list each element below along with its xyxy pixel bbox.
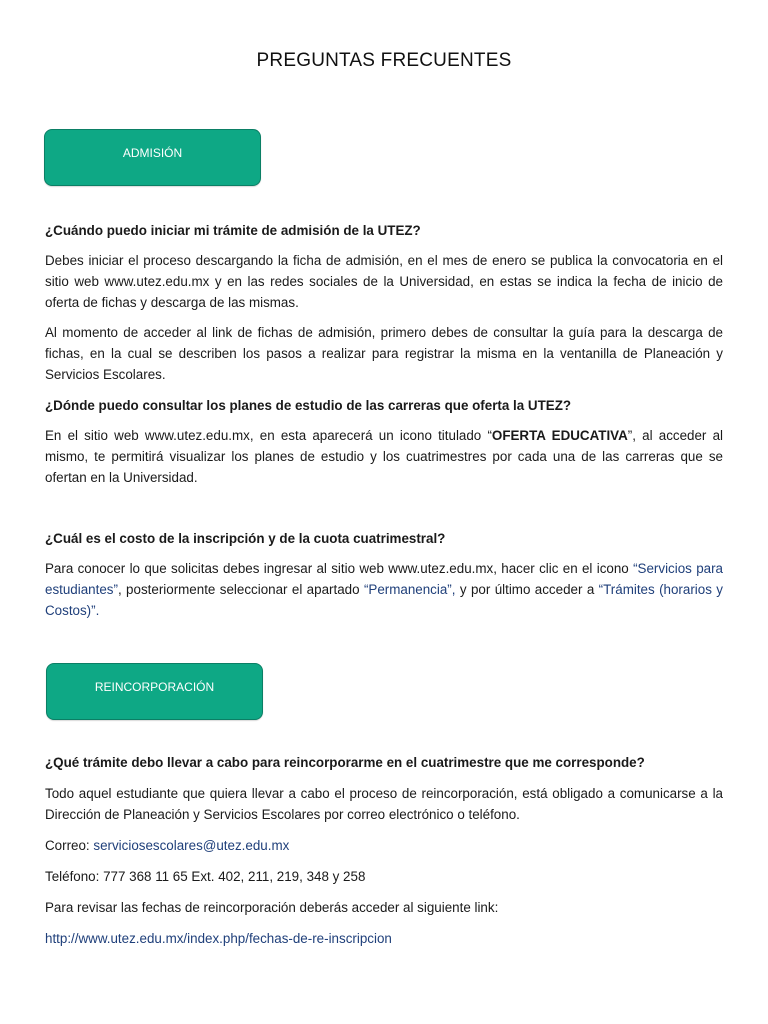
answer-1-paragraph-2: Al momento de acceder al link de fichas de admisión, primero debes de consultar la guía para la descarga de fichas, en la cual se describen los pasos a realizar para registrar la misma en la ventanilla de Planeación y Servicios Escolares. bbox=[45, 325, 723, 382]
oferta-educativa-label: OFERTA EDUCATIVA bbox=[491, 428, 628, 443]
tramites-link[interactable]: “Trámites (horarios y Costos)”. bbox=[45, 582, 723, 618]
permanencia-link[interactable]: “Permanencia”, bbox=[363, 582, 456, 597]
correo-email-link[interactable]: serviciosescolares@utez.edu.mx bbox=[93, 838, 290, 853]
fechas-instruction: Para revisar las fechas de reincorporación deberás acceder al siguiente link: bbox=[45, 900, 499, 915]
correo-line bbox=[45, 835, 723, 856]
answer-3-text-c: , posteriormente seleccionar el apartado bbox=[117, 582, 364, 597]
fechas-url-link[interactable]: http://www.utez.edu.mx/index.php/fechas-de-re-inscripcion bbox=[45, 931, 392, 946]
question-1: ¿Cuándo puedo iniciar mi trámite de admisión de la UTEZ? bbox=[45, 223, 421, 238]
page-title: PREGUNTAS FRECUENTES bbox=[256, 50, 512, 71]
question-4: ¿Qué trámite debo llevar a cabo para reincorporarme en el cuatrimestre que me corresponde? bbox=[45, 755, 645, 770]
answer-3-text-e: y por último acceder a bbox=[455, 582, 599, 597]
reincorporacion-button-label: REINCORPORACIÓN bbox=[94, 680, 215, 694]
answer-2 bbox=[45, 425, 723, 488]
answer-1-paragraph-1: Debes iniciar el proceso descargando la ficha de admisión, en el mes de enero se publica la convocatoria en el sitio web www.utez.edu.mx y en las redes sociales de la Universidad, en estas se indica la fecha de inicio de oferta de fichas y descarga de las mismas. bbox=[45, 253, 723, 310]
question-2: ¿Dónde puedo consultar los planes de estudio de las carreras que oferta la UTEZ? bbox=[45, 398, 572, 413]
answer-3 bbox=[45, 558, 723, 621]
answer-4-paragraph: Todo aquel estudiante que quiera llevar a cabo el proceso de reincorporación, está obligado a comunicarse a la Dirección de Planeación y Servicios Escolares por correo electrónico o teléfono. bbox=[45, 786, 723, 822]
reincorporacion-button[interactable] bbox=[46, 663, 263, 720]
correo-label: Correo: bbox=[45, 838, 94, 853]
answer-2-text-a: En el sitio web www.utez.edu.mx, en esta aparecerá un icono titulado “ bbox=[45, 428, 492, 443]
servicios-estudiantes-link[interactable]: “Servicios para estudiantes” bbox=[45, 561, 723, 597]
telefono-line: Teléfono: 777 368 11 65 Ext. 402, 211, 219, 348 y 258 bbox=[45, 869, 366, 884]
question-3: ¿Cuál es el costo de la inscripción y de la cuota cuatrimestral? bbox=[45, 531, 446, 546]
answer-3-text-a: Para conocer lo que solicitas debes ingresar al sitio web www.utez.edu.mx, hacer clic en el icono bbox=[45, 561, 634, 576]
admision-button-label: ADMISIÓN bbox=[122, 146, 183, 160]
admision-button[interactable] bbox=[44, 129, 261, 186]
answer-2-text-c: ”, al acceder al mismo, te permitirá visualizar los planes de estudio y los cuatrimestres por cada una de las carreras que se ofertan en la Universidad. bbox=[45, 428, 723, 485]
